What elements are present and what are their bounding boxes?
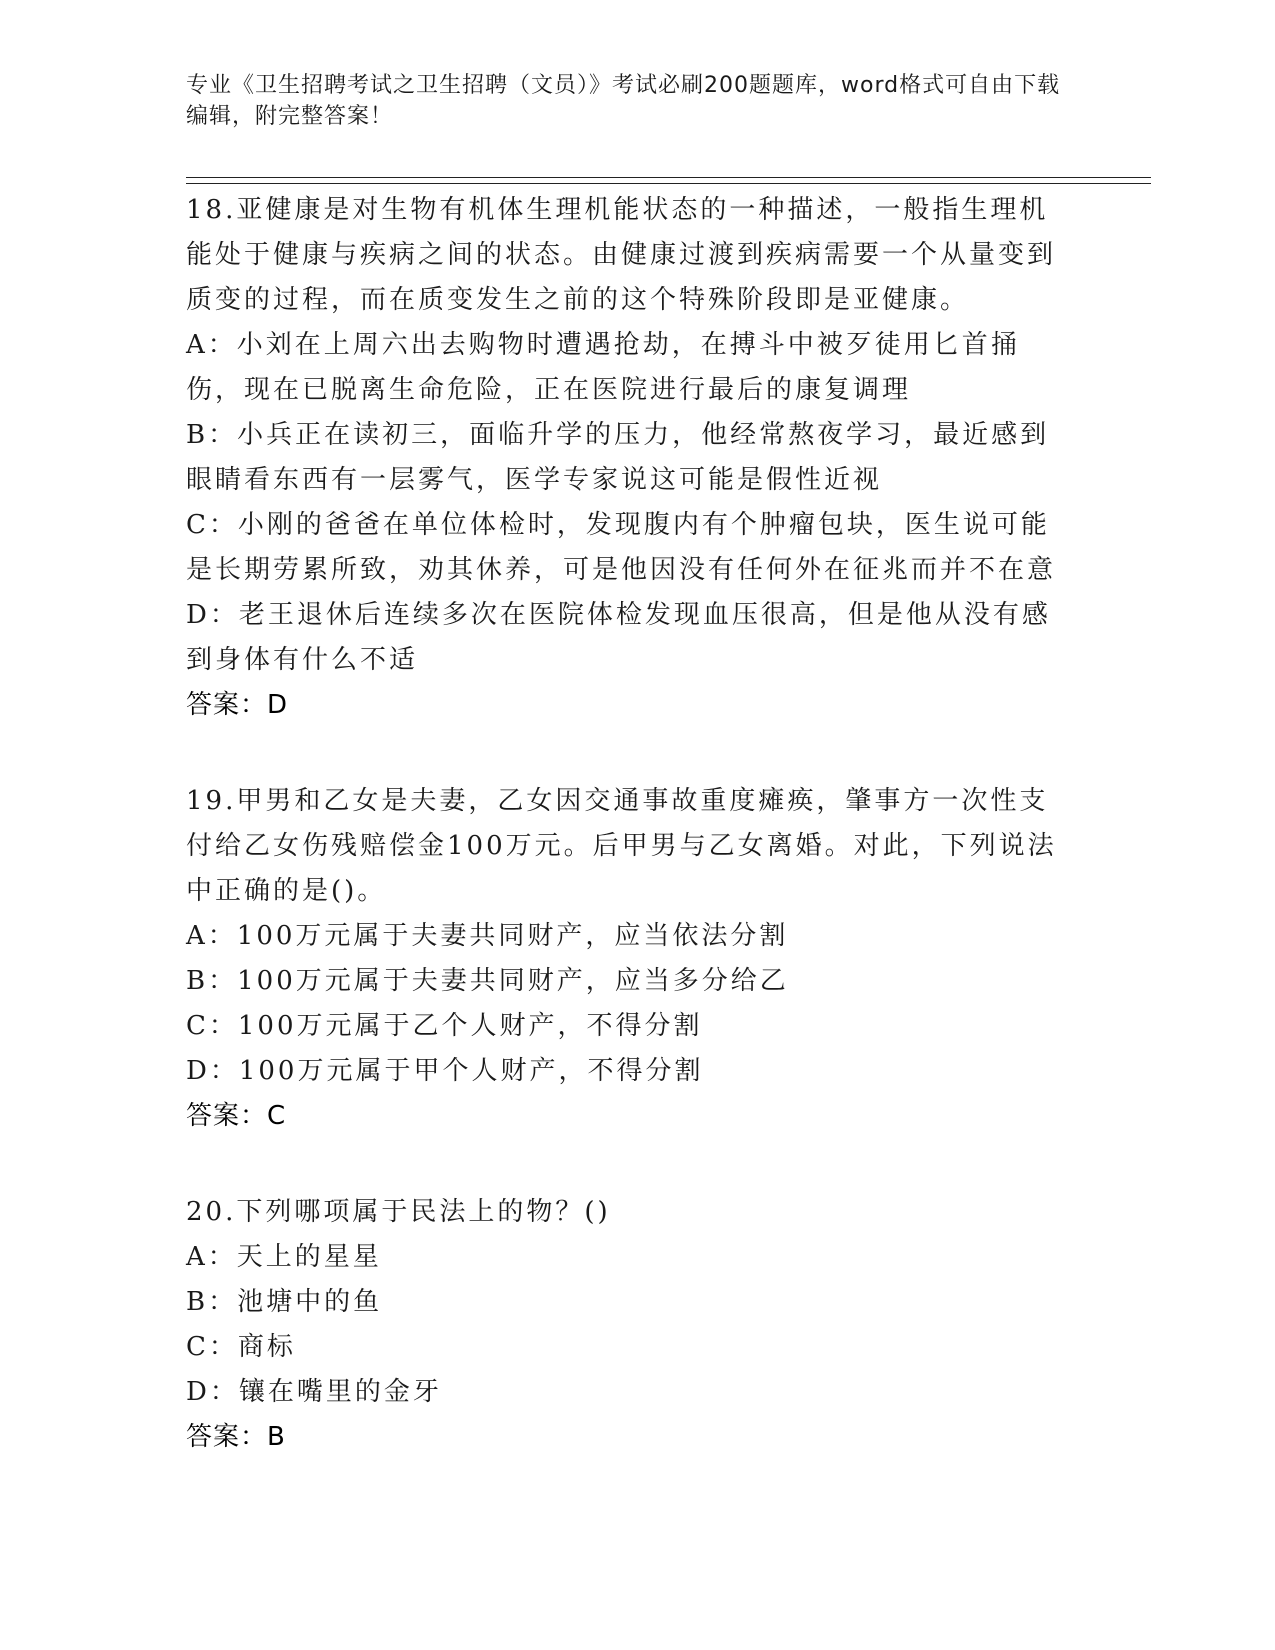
answer-label: 答案：C [186, 1101, 287, 1131]
header-divider-bottom [186, 183, 1151, 184]
option-b: B：100万元属于夫妻共同财产，应当多分给乙 [186, 966, 789, 996]
answer-label: 答案：B [186, 1422, 286, 1452]
option-d: D：100万元属于甲个人财产，不得分割 [186, 1056, 704, 1086]
option-c: C：100万元属于乙个人财产，不得分割 [186, 1011, 703, 1041]
question-20 [186, 1190, 1076, 1460]
option-a: A：小刘在上周六出去购物时遭遇抢劫，在搏斗中被歹徒用匕首捅伤，现在已脱离生命危险，正在医院进行最后的康复调理 [186, 330, 1020, 405]
question-stem: 18.亚健康是对生物有机体生理机能状态的一种描述，一般指生理机能处于健康与疾病之间的状态。由健康过渡到疾病需要一个从量变到质变的过程，而在质变发生之前的这个特殊阶段即是亚健康。 [186, 195, 1057, 315]
option-d: D：老王退休后连续多次在医院体检发现血压很高，但是他从没有感到身体有什么不适 [186, 600, 1051, 675]
answer-label: 答案：D [186, 690, 289, 720]
option-a: A：天上的星星 [186, 1242, 382, 1272]
option-c: C：商标 [186, 1332, 296, 1362]
option-c: C：小刚的爸爸在单位体检时，发现腹内有个肿瘤包块，医生说可能是长期劳累所致，劝其休养，可是他因没有任何外在征兆而并不在意 [186, 510, 1057, 585]
question-stem: 19.甲男和乙女是夫妻，乙女因交通事故重度瘫痪，肇事方一次性支付给乙女伤残赔偿金100万元。后甲男与乙女离婚。对此，下列说法中正确的是()。 [186, 786, 1057, 906]
question-19 [186, 779, 1076, 1139]
document-header: 专业《卫生招聘考试之卫生招聘（文员）》考试必刷200题题库，word格式可自由下载编辑，附完整答案！ [186, 73, 1061, 129]
option-d: D：镶在嘴里的金牙 [186, 1377, 442, 1407]
option-b: B：池塘中的鱼 [186, 1287, 383, 1317]
question-18 [186, 188, 1076, 728]
header-divider-top [186, 177, 1151, 178]
question-stem: 20.下列哪项属于民法上的物？() [186, 1197, 611, 1227]
option-b: B：小兵正在读初三，面临升学的压力，他经常熬夜学习，最近感到眼睛看东西有一层雾气，医学专家说这可能是假性近视 [186, 420, 1050, 495]
option-a: A：100万元属于夫妻共同财产，应当依法分割 [186, 921, 789, 951]
